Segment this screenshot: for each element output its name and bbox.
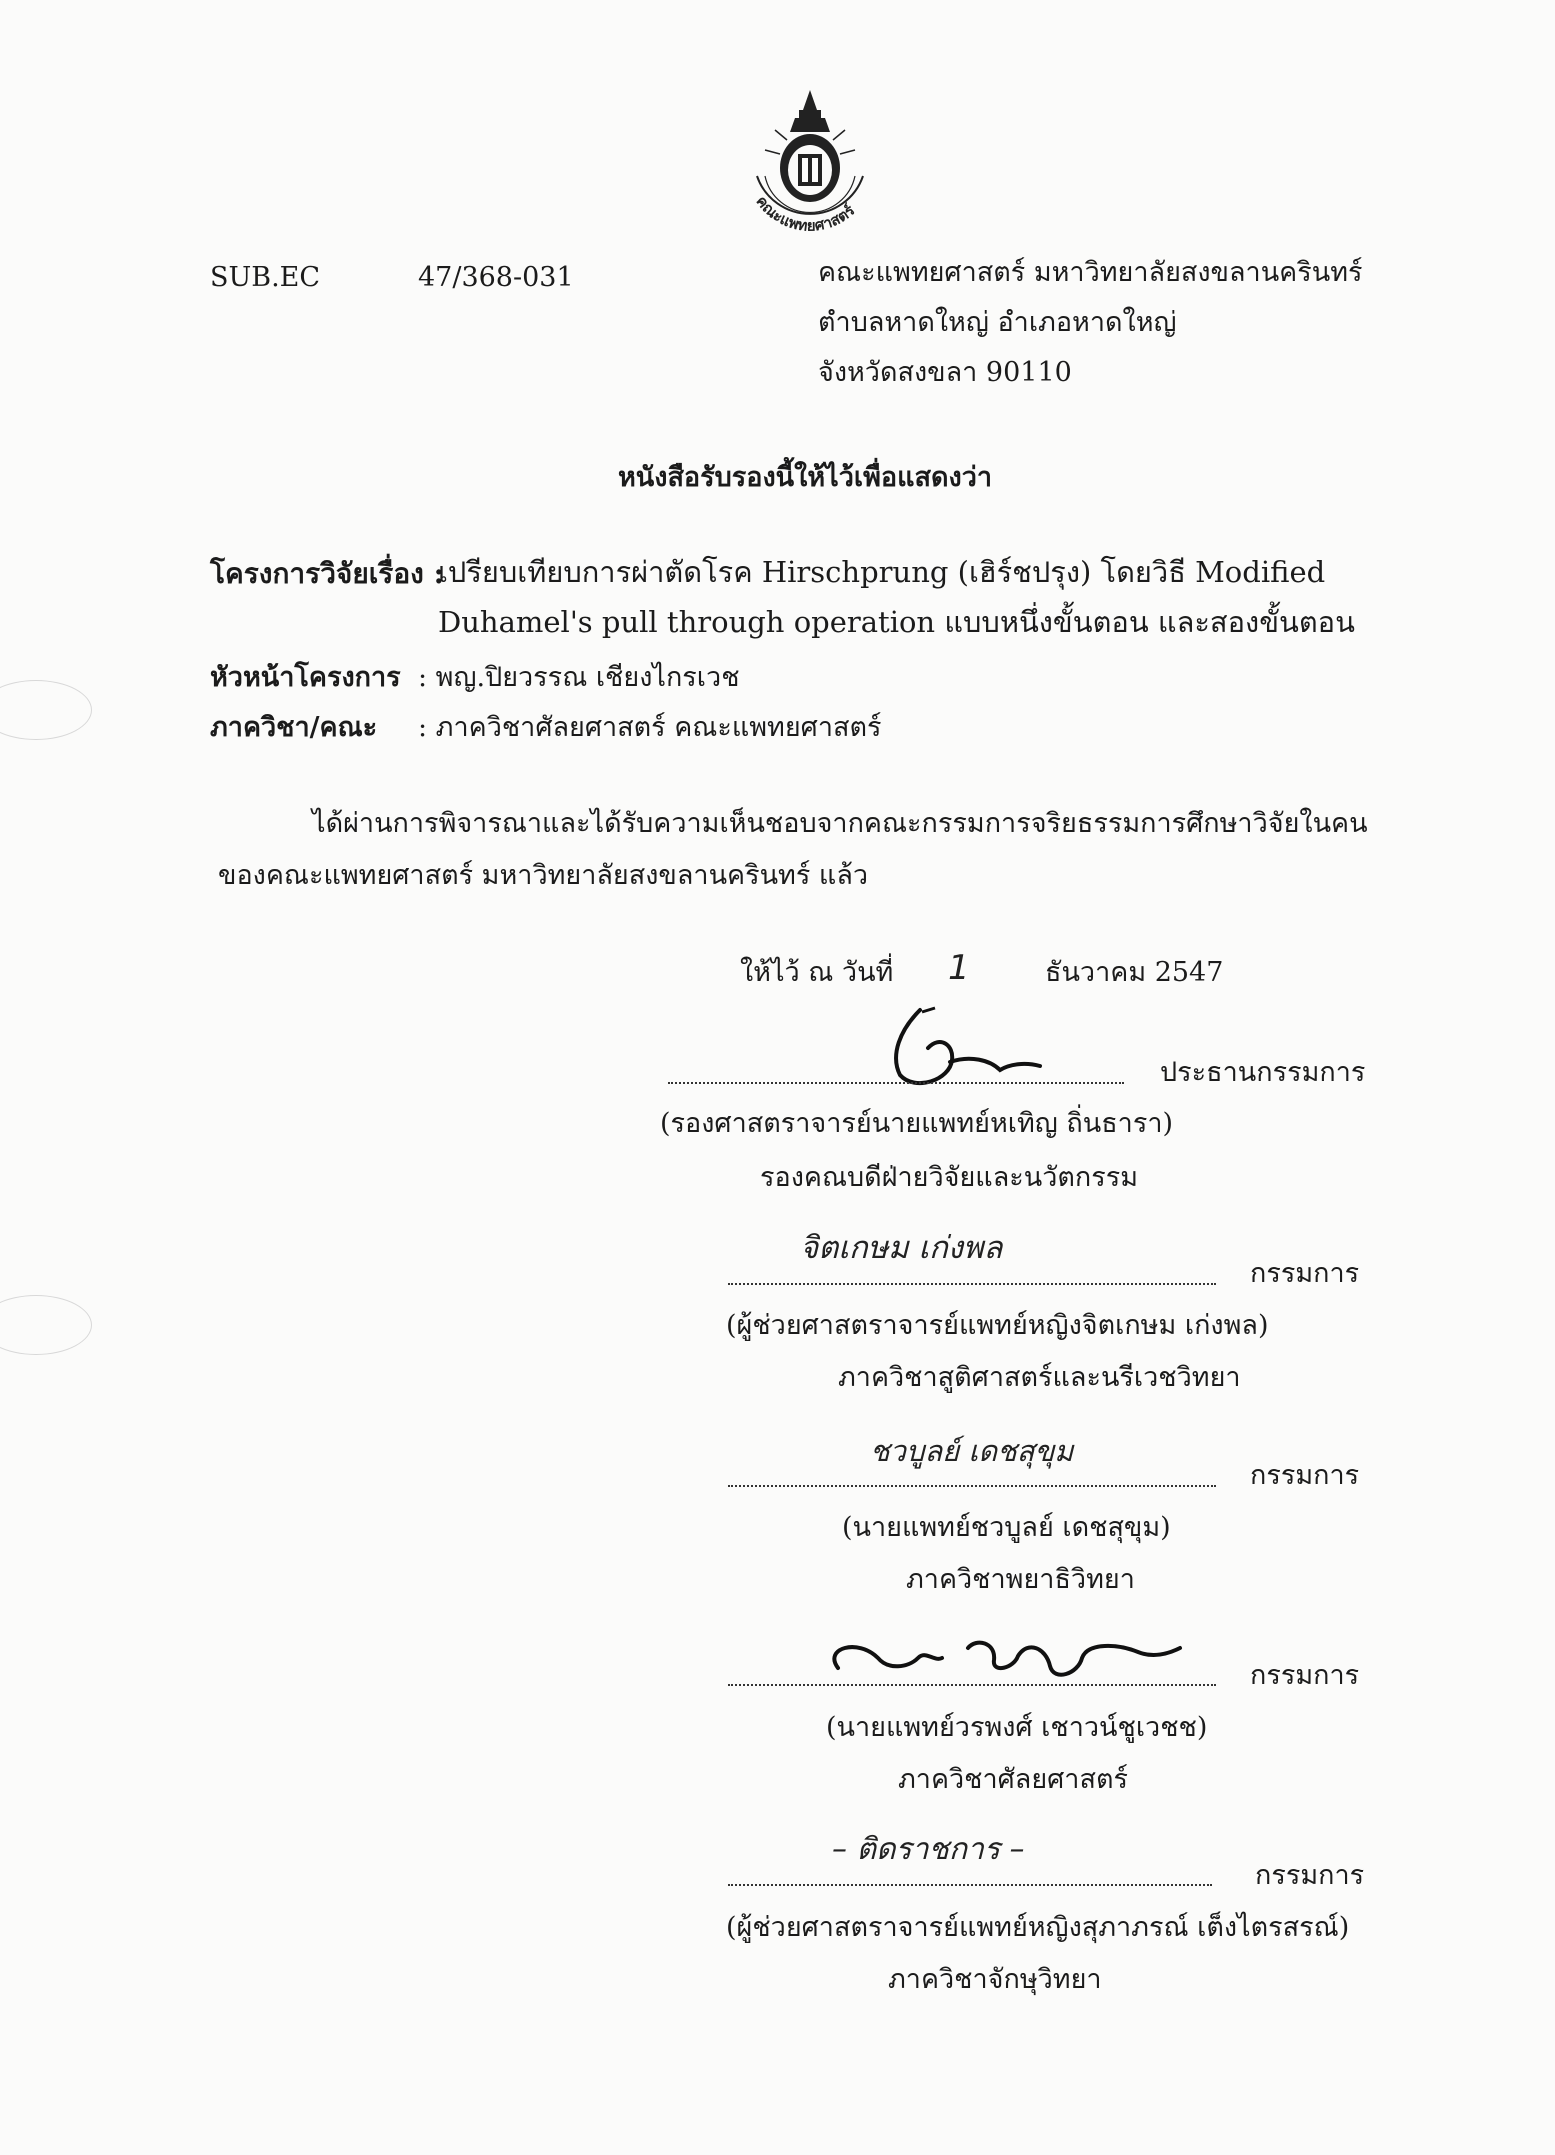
signatory-4-role: กรรมการ [1250,1660,1360,1691]
signature-5-handwritten: – ติดราชการ – [832,1832,1025,1867]
date-month-year: ธันวาคม 2547 [1045,957,1224,988]
signatory-1-name: (รองศาสตราจารย์นายแพทย์หเทิญ ถิ่นธารา) [660,1108,1174,1139]
project-head-label: หัวหน้าโครงการ [210,662,401,693]
signature-line [728,1884,1212,1886]
signatory-1-department: รองคณบดีฝ่ายวิจัยและนวัตกรรม [760,1162,1139,1193]
signatory-2-department: ภาควิชาสูติศาสตร์และนรีเวชวิทยา [838,1362,1241,1393]
signature-4-handwritten [850,1698,859,1699]
address-line-2: ตำบลหาดใหญ่ อำเภอหาดใหญ่ [818,307,1177,338]
address-line-3: จังหวัดสงขลา 90110 [818,357,1072,388]
signatory-3-role: กรรมการ [1250,1460,1360,1491]
project-title-line-2: Duhamel's pull through operation แบบหนึ่งขั้นตอน และสองขั้นตอน [438,605,1355,639]
signature-line [728,1684,1216,1686]
signatory-4-department: ภาควิชาศัลยศาสตร์ [898,1764,1128,1795]
signatory-4-name: (นายแพทย์วรพงศ์ เชาวน์ชูเวชช) [826,1712,1208,1743]
signature-chairman [880,1000,1080,1090]
approval-statement-line-1: ได้ผ่านการพิจารณาและได้รับความเห็นชอบจากคณะกรรมการจริยธรรมการศึกษาวิจัยในคน [312,808,1368,839]
punch-hole-mark [0,680,92,740]
signature-line [668,1082,1124,1084]
ref-code: SUB.EC [210,262,321,293]
approval-statement-line-2: ของคณะแพทยศาสตร์ มหาวิทยาลัยสงขลานครินทร์ แล้ว [218,860,869,891]
date-prefix: ให้ไว้ ณ วันที่ [740,957,894,988]
project-head-value: : พญ.ปิยวรรณ เชียงไกรเวช [418,662,740,693]
signature-4 [818,1618,1198,1698]
date-day-handwritten: 1 [948,948,970,988]
signatory-2-role: กรรมการ [1250,1258,1360,1289]
signature-3-handwritten: ชวบูลย์ เดชสุขุม [870,1434,1074,1468]
department-label: ภาควิชา/คณะ [210,712,378,743]
signatory-2-name: (ผู้ช่วยศาสตราจารย์แพทย์หญิงจิตเกษม เก่งพล) [726,1310,1269,1341]
faculty-seal-icon [735,88,885,248]
signatory-3-department: ภาควิชาพยาธิวิทยา [906,1564,1135,1595]
signatory-5-name: (ผู้ช่วยศาสตราจารย์แพทย์หญิงสุภาภรณ์ เต็งไตรสรณ์) [726,1912,1350,1943]
project-title-line-1: เปรียบเทียบการผ่าตัดโรค Hirschprung (เฮิร์ชปรุง) โดยวิธี Modified [438,555,1326,589]
signatory-5-role: กรรมการ [1255,1860,1365,1891]
signatory-1-role: ประธานกรรมการ [1160,1057,1366,1088]
signature-2-handwritten: จิตเกษม เก่งพล [800,1230,1003,1266]
address-line-1: คณะแพทยศาสตร์ มหาวิทยาลัยสงขลานครินทร์ [818,257,1363,288]
signatory-5-department: ภาควิชาจักษุวิทยา [888,1964,1102,1995]
signature-line [728,1485,1216,1487]
signature-line [728,1283,1216,1285]
project-title-label: โครงการวิจัยเรื่อง : [210,557,444,590]
signatory-3-name: (นายแพทย์ชวบูลย์ เดชสุขุม) [842,1512,1171,1543]
seal-text: คณะแพทยศาสตร์ [752,192,859,235]
department-value: : ภาควิชาศัลยศาสตร์ คณะแพทยศาสตร์ [418,712,882,743]
punch-hole-mark [0,1295,92,1355]
certificate-heading: หนังสือรับรองนี้ให้ไว้เพื่อแสดงว่า [618,462,993,493]
ref-number: 47/368-031 [418,262,574,293]
